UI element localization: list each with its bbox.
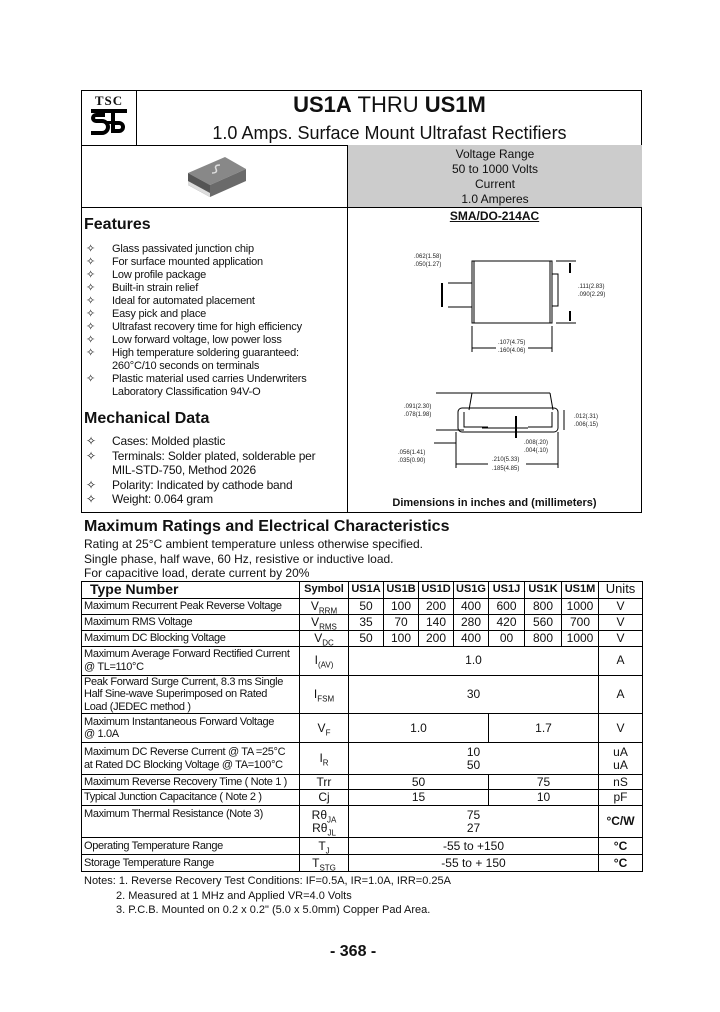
part-header: US1A [349,581,384,598]
row-value: 400 [454,630,489,646]
page-number: - 368 - [330,942,377,960]
part-header: US1B [384,581,419,598]
row-symbol: $I_R$ [300,743,349,775]
table-row [82,675,643,714]
list-item [84,449,346,464]
mechanical-list [84,434,346,507]
note: Notes: 1. Reverse Recovery Test Conditions: IF=0.5A, IR=1.0A, IRR=0.25A [84,875,451,887]
row-value: 50 [349,775,489,790]
list-item [84,256,346,269]
note: 3. P.C.B. Mounted on 0.2 x 0.2" (5.0 x 5.0mm) Copper Pad Area. [116,904,431,916]
table-row [82,646,643,675]
list-item [84,386,346,399]
voltage-value: 50 to 1000 Volts [451,162,539,176]
row-unit: °C/W [599,806,643,838]
features-list [84,243,346,399]
diamond-bullet-icon: ✧ [86,448,96,463]
row-value: 15 [349,790,489,806]
row-desc: Peak Forward Surge Current, 8.3 ms Single Half Sine-wave Superimposed on Rated Load (JEDEC method ) [82,675,300,714]
dim-label: .185(4.85) [492,466,520,472]
row-symbol: Cj [300,790,349,806]
row-value: 1.7 [489,714,599,743]
page-title: US1A THRU US1M [293,92,486,117]
list-item [84,308,346,321]
list-item [84,478,346,493]
diamond-bullet-icon: ✧ [86,295,96,307]
row-unit: °C [599,855,643,872]
row-value: 400 [454,598,489,614]
list-item-text: Weight: 0.064 gram [112,492,213,507]
features-heading: Features [84,216,151,233]
row-desc: Operating Temperature Range [82,838,300,855]
list-item-text: Glass passivated junction chip [112,243,254,255]
specs-box [347,145,642,207]
table-row [82,714,643,743]
row-value: 50 [349,598,384,614]
row-value: 100 [384,630,419,646]
row-desc: Maximum Reverse Recovery Time ( Note 1 ) [82,775,300,790]
list-item-text: Low profile package [112,269,207,281]
row-symbol: $V_{DC}$ [300,630,349,646]
row-unit: pF [599,790,643,806]
row-value: 200 [419,630,454,646]
row-value: 420 [489,614,525,630]
row-unit: V [599,614,643,630]
row-value: 75 [489,775,599,790]
diamond-bullet-icon: ✧ [86,347,96,359]
row-value: 200 [419,598,454,614]
dim-label: .062(1.58) [414,254,442,260]
list-item-text: Cases: Molded plastic [112,434,226,448]
row-unit: A [599,675,643,714]
list-item-text: Polarity: Indicated by cathode band [112,477,293,492]
dim-label: .050(1.27) [414,262,442,268]
row-value: 00 [489,630,525,646]
row-unit: nS [599,775,643,790]
dim-label: .035(0.90) [398,458,426,464]
row-desc: Maximum Thermal Resistance (Note 3) [82,806,300,838]
row-value: 800 [525,598,562,614]
list-item-text: MIL-STD-750, Method 2026 [112,463,256,478]
diamond-bullet-icon: ✧ [86,434,96,448]
diamond-bullet-icon: ✧ [86,334,96,346]
row-symbol: $T_{STG}$ [300,855,349,872]
row-value: 70 [384,614,419,630]
table-row [82,614,643,630]
dim-label: .107(4.75) [498,340,526,346]
row-value: 10 [489,790,599,806]
page-subtitle: 1.0 Amps. Surface Mount Ultrafast Rectifiers [212,123,567,143]
condition-line: Single phase, half wave, 60 Hz, resistive or inductive load. [84,551,394,566]
dim-label: .090(2.29) [578,292,606,298]
units-header: Units [599,581,643,598]
list-item [84,334,346,347]
dim-label: .160(4.06) [498,348,526,354]
list-item-text: Laboratory Classification 94V-O [112,386,261,398]
mechanical-heading: Mechanical Data [84,410,210,427]
row-value: 800 [525,630,562,646]
row-value: 100 [384,598,419,614]
logo-text: TSC [94,93,124,108]
dim-label: .078(1.98) [404,412,432,418]
row-desc: Maximum Average Forward Rectified Current @ TL=110°C [82,646,300,675]
list-item-text: Easy pick and place [112,308,207,320]
note: 2. Measured at 1 MHz and Applied VR=4.0 Volts [116,889,352,902]
diamond-bullet-icon: ✧ [86,256,96,268]
list-item-text: High temperature soldering guaranteed: [112,347,299,359]
row-unit: V [599,598,643,614]
row-unit: A [599,646,643,675]
current-value: 1.0 Amperes [461,192,529,206]
row-desc: Maximum DC Blocking Voltage [82,630,300,646]
diamond-bullet-icon: ✧ [86,373,96,385]
list-item [84,492,346,507]
row-value: 30 [349,675,599,714]
dim-label: .006(.15) [574,422,599,428]
list-item [84,243,346,256]
row-value: -55 to +150 [349,838,599,855]
row-unit: uA uA [599,743,643,775]
table-row [82,630,643,646]
table-row [82,855,643,872]
row-symbol: $V_F$ [300,714,349,743]
list-item-text: Ultrafast recovery time for high efficiency [112,321,302,333]
table-row [82,806,643,838]
row-value: 1000 [562,598,599,614]
ratings-heading: Maximum Ratings and Electrical Characteristics [84,518,450,535]
diamond-bullet-icon: ✧ [86,321,96,333]
list-item-text: For surface mounted application [112,256,263,268]
dim-label: .056(1.41) [398,450,426,456]
row-value: 600 [489,598,525,614]
dimension-drawing [348,240,641,480]
list-item-text: Terminals: Solder plated, solderable per [112,448,316,463]
left-column [84,215,346,507]
list-item [84,269,346,282]
notes [81,874,642,918]
table-row [82,790,643,806]
table-row [82,775,643,790]
condition-line: For capacitive load, derate current by 20% [84,566,310,580]
condition-line: Rating at 25°C ambient temperature unless otherwise specified. [84,537,423,551]
dim-label: .091(2.30) [404,404,432,410]
row-value: 140 [419,614,454,630]
row-value: -55 to + 150 [349,855,599,872]
row-value: 1.0 [349,646,599,675]
row-value: 1.0 [349,714,489,743]
row-value: 35 [349,614,384,630]
ratings-section [81,517,642,962]
diamond-bullet-icon: ✧ [86,477,96,492]
table-row [82,838,643,855]
current-label: Current [474,177,515,191]
package-title: SMA/DO-214AC [449,209,540,223]
type-number-header: Type Number [82,581,300,598]
part-header: US1D [419,581,454,598]
row-value: 10 50 [349,743,599,775]
row-unit: °C [599,838,643,855]
diamond-bullet-icon: ✧ [86,308,96,320]
row-desc: Storage Temperature Range [82,855,300,872]
dim-label: .008(.20) [524,440,549,446]
list-item [84,463,346,478]
part-header: US1G [454,581,489,598]
dimensions-caption: Dimensions in inches and (millimeters) [392,497,597,509]
row-value: 50 [349,630,384,646]
row-symbol: $I_{FSM}$ [300,675,349,714]
diamond-bullet-icon: ✧ [86,243,96,255]
diamond-bullet-icon: ✧ [86,492,96,507]
row-value: 75 27 [349,806,599,838]
list-item-text: Ideal for automated placement [112,295,255,307]
row-desc: Typical Junction Capacitance ( Note 2 ) [82,790,300,806]
symbol-header: Symbol [300,581,349,598]
dim-label: .012(.31) [574,414,599,420]
row-value: 280 [454,614,489,630]
logo-symbol-icon [89,107,129,139]
list-item [84,295,346,308]
list-item-text: 260°C/10 seconds on terminals [112,360,260,372]
row-symbol: $I_{(AV)}$ [300,646,349,675]
ratings-table [81,581,643,873]
row-symbol: $T_J$ [300,838,349,855]
row-symbol: $R\theta_{JA}$ $R\theta_{JL}$ [300,806,349,838]
tsc-logo [86,94,132,142]
table-header-row [82,581,643,598]
list-item [84,321,346,334]
row-desc: Maximum RMS Voltage [82,614,300,630]
dim-label: .111(2.83) [578,284,605,290]
ratings-conditions [81,537,642,581]
voltage-label: Voltage Range [455,147,535,161]
table-row [82,598,643,614]
row-unit: V [599,714,643,743]
row-symbol: $V_{RRM}$ [300,598,349,614]
list-item-text: Plastic material used carries Underwriters [112,373,307,385]
row-symbol: Trr [300,775,349,790]
row-symbol: $V_{RMS}$ [300,614,349,630]
row-value: 1000 [562,630,599,646]
list-item-text: Low forward voltage, low power loss [112,334,282,346]
row-value: 560 [525,614,562,630]
row-desc: Maximum Instantaneous Forward Voltage @ 1.0A [82,714,300,743]
dim-label: .210(5.33) [492,457,520,463]
list-item [84,347,346,360]
diamond-bullet-icon: ✧ [86,282,96,294]
diamond-bullet-icon: ✧ [86,269,96,281]
component-image [180,155,250,200]
list-item [84,434,346,449]
table-row [82,743,643,775]
row-unit: V [599,630,643,646]
list-item [84,360,346,373]
part-header: US1M [562,581,599,598]
list-item [84,373,346,386]
list-item-text: Built-in strain relief [112,282,199,294]
row-value: 700 [562,614,599,630]
list-item [84,282,346,295]
dim-label: .004(.10) [524,448,549,454]
row-desc: Maximum Recurrent Peak Reverse Voltage [82,598,300,614]
row-desc: Maximum DC Reverse Current @ TA =25°C at Rated DC Blocking Voltage @ TA=100°C [82,743,300,775]
part-header: US1J [489,581,525,598]
part-header: US1K [525,581,562,598]
